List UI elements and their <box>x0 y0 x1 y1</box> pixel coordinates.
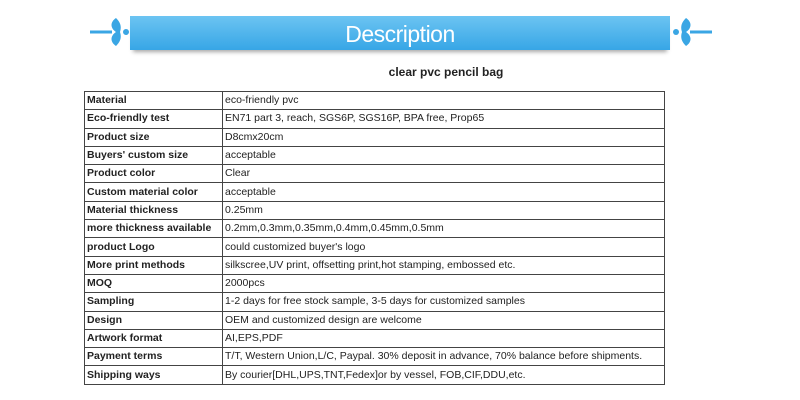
table-row <box>85 293 665 311</box>
spec-label: MOQ <box>85 274 223 292</box>
spec-label: product Logo <box>85 238 223 256</box>
spec-value: acceptable <box>223 146 665 164</box>
spec-value: 2000pcs <box>223 274 665 292</box>
spec-label: More print methods <box>85 256 223 274</box>
spec-label: Material <box>85 92 223 110</box>
spec-value: EN71 part 3, reach, SGS6P, SGS16P, BPA free, Prop65 <box>223 110 665 128</box>
table-row <box>85 329 665 347</box>
spec-label: Payment terms <box>85 348 223 366</box>
table-row <box>85 183 665 201</box>
spec-value: AI,EPS,PDF <box>223 329 665 347</box>
spec-value: OEM and customized design are welcome <box>223 311 665 329</box>
spec-label: Artwork format <box>85 329 223 347</box>
table-row <box>85 256 665 274</box>
spec-value: T/T, Western Union,L/C, Paypal. 30% deposit in advance, 70% balance before shipments. <box>223 348 665 366</box>
spec-label: Product color <box>85 165 223 183</box>
spec-label: Design <box>85 311 223 329</box>
spec-value: 0.25mm <box>223 201 665 219</box>
spec-value: Clear <box>223 165 665 183</box>
spec-value: 0.2mm,0.3mm,0.35mm,0.4mm,0.45mm,0.5mm <box>223 220 665 238</box>
table-row <box>85 238 665 256</box>
table-row <box>85 146 665 164</box>
table-row <box>85 110 665 128</box>
description-banner <box>86 8 716 56</box>
spec-label: Eco-friendly test <box>85 110 223 128</box>
table-row <box>85 366 665 384</box>
spec-value: 1-2 days for free stock sample, 3-5 days for customized samples <box>223 293 665 311</box>
right-ornament-icon <box>666 12 716 52</box>
spec-label: Material thickness <box>85 201 223 219</box>
table-row <box>85 201 665 219</box>
table-row <box>85 128 665 146</box>
product-subtitle: clear pvc pencil bag <box>388 65 504 79</box>
table-row <box>85 92 665 110</box>
spec-label: Sampling <box>85 293 223 311</box>
table-row <box>85 220 665 238</box>
banner-title: Description <box>345 21 455 47</box>
table-row <box>85 348 665 366</box>
spec-label: more thickness available <box>85 220 223 238</box>
spec-label: Shipping ways <box>85 366 223 384</box>
spec-label: Custom material color <box>85 183 223 201</box>
spec-value: D8cmx20cm <box>223 128 665 146</box>
spec-value: acceptable <box>223 183 665 201</box>
spec-label: Product size <box>85 128 223 146</box>
table-row <box>85 274 665 292</box>
spec-value: could customized buyer's logo <box>223 238 665 256</box>
spec-value: eco-friendly pvc <box>223 92 665 110</box>
left-ornament-icon <box>86 12 136 52</box>
spec-value: silkscree,UV print, offsetting print,hot stamping, embossed etc. <box>223 256 665 274</box>
spec-label: Buyers' custom size <box>85 146 223 164</box>
spec-value: By courier[DHL,UPS,TNT,Fedex]or by vessel, FOB,CIF,DDU,etc. <box>223 366 665 384</box>
table-row <box>85 165 665 183</box>
banner-bar <box>130 16 670 50</box>
table-row <box>85 311 665 329</box>
spec-table <box>84 91 665 385</box>
